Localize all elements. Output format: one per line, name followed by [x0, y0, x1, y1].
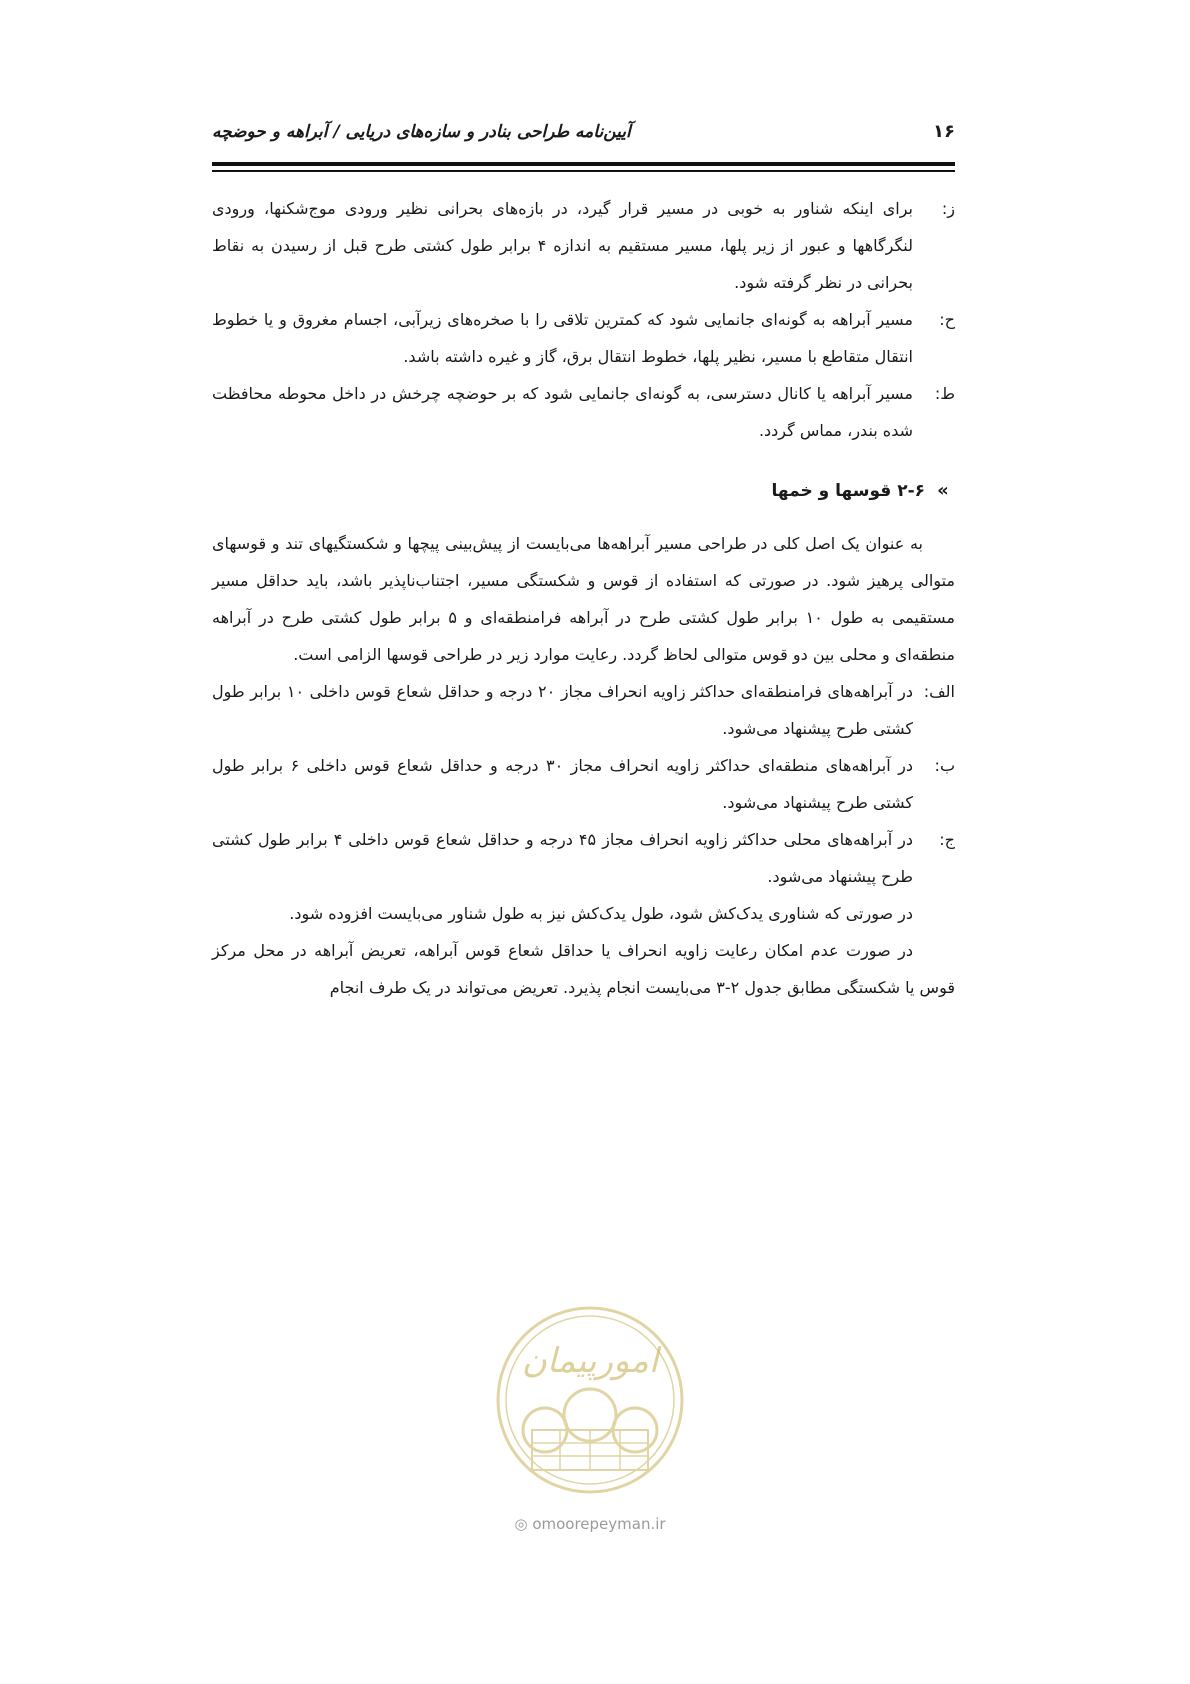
list-item-text: مسیر آبراهه یا کانال دسترسی، به گونه‌ای جانمایی شود که بر حوضچه چرخش در داخل محوطه محافظت شده بندر، مماس گردد.: [212, 384, 913, 440]
list-marker: ج:: [939, 830, 955, 849]
header-rule-thick: [212, 162, 955, 166]
watermark-logo: [490, 1300, 690, 1500]
list-marker: الف:: [923, 682, 955, 701]
body-content: [212, 190, 955, 1006]
page-number: ۱۶: [933, 121, 955, 142]
list-item-text: در آبراهه‌های محلی حداکثر زاویه انحراف مجاز ۴۵ درجه و حداقل شعاع قوس داخلی ۴ برابر طول کشتی طرح پیشنهاد می‌شود.: [212, 830, 914, 886]
final-paragraph: در صورت عدم امکان رعایت زاویه انحراف یا حداقل شعاع قوس آبراهه، تعریض آبراهه در محل مرکز قوس یا شکستگی مطابق جدول ۲-۳ می‌بایست انجام پذیرد. تعریض می‌تواند در یک طرف انجام: [212, 941, 955, 997]
globe-icon: ◎: [514, 1515, 528, 1533]
list-item-alef: [212, 673, 955, 747]
note-paragraph: در صورتی که شناوری یدک‌کش شود، طول یدک‌کش نیز به طول شناور می‌بایست افزوده شود.: [289, 904, 913, 923]
watermark-logo-text: امورپیمان: [521, 1341, 659, 1381]
intro-paragraph: به عنوان یک اصل کلی در طراحی مسیر آبراهه‌ها می‌بایست از پیش‌بینی پیچها و شکستگیهای تند و قوسهای متوالی پرهیز شود. در صورتی که استفاده از قوس و شکستگی مسیر، اجتناب‌ناپذیر باشد، باید حداقل مسیر مستقیمی به طول ۱۰ برابر طول کشتی طرح در آبراهه فرامنطقه‌ای و ۵ برابر طول کشتی طرح در آبراهه منطقه‌ای و محلی بین دو قوس متوالی لحاظ گردد. رعایت موارد زیر در طراحی قوسها الزامی است.: [212, 534, 956, 664]
running-header: [212, 118, 955, 168]
list-marker: ح:: [939, 310, 955, 329]
list-item-h: [212, 301, 955, 375]
double-chevron-icon: »: [937, 480, 949, 501]
list-item-z: [212, 190, 955, 301]
section-heading: [212, 471, 955, 511]
list-item-jim: [212, 821, 955, 895]
list-marker: ط:: [934, 384, 955, 403]
list-item-text: برای اینکه شناور به خوبی در مسیر قرار گیرد، در بازه‌های بحرانی نظیر ورودی موج‌شکنها، ورودی لنگرگاهها و عبور از زیر پلها، مسیر مستقیم به اندازه ۴ برابر طول کشتی طرح قبل از رسیدن به نقاط بحرانی در نظر گرفته شود.: [212, 199, 913, 292]
watermark-url-text: omoorepeyman.ir: [532, 1515, 666, 1533]
section-heading-text: ۲-۶ قوسها و خمها: [771, 481, 925, 501]
header-rule-thin: [212, 170, 955, 172]
list-item-be: [212, 747, 955, 821]
list-item-text: مسیر آبراهه به گونه‌ای جانمایی شود که کمترین تلاقی را با صخره‌های زیرآبی، اجسام مغروق و یا خطوط انتقال متقاطع با مسیر، نظیر پلها، خطوط انتقال برق، گاز و غیره داشته باشد.: [212, 310, 913, 366]
list-item-t: [212, 375, 955, 449]
watermark-url: [480, 1515, 700, 1533]
list-item-text: در آبراهه‌های منطقه‌ای حداکثر زاویه انحراف مجاز ۳۰ درجه و حداقل شعاع قوس داخلی ۶ برابر طول کشتی طرح پیشنهاد می‌شود.: [212, 756, 913, 812]
list-item-text: در آبراهه‌های فرامنطقه‌ای حداکثر زاویه انحراف مجاز ۲۰ درجه و حداقل شعاع قوس داخلی ۱۰ برابر طول کشتی طرح پیشنهاد می‌شود.: [212, 682, 914, 738]
header-title: آیین‌نامه طراحی بنادر و سازه‌های دریایی / آبراهه و حوضچه: [212, 122, 631, 142]
list-marker: ب:: [934, 756, 955, 775]
list-marker: ز:: [941, 199, 955, 218]
